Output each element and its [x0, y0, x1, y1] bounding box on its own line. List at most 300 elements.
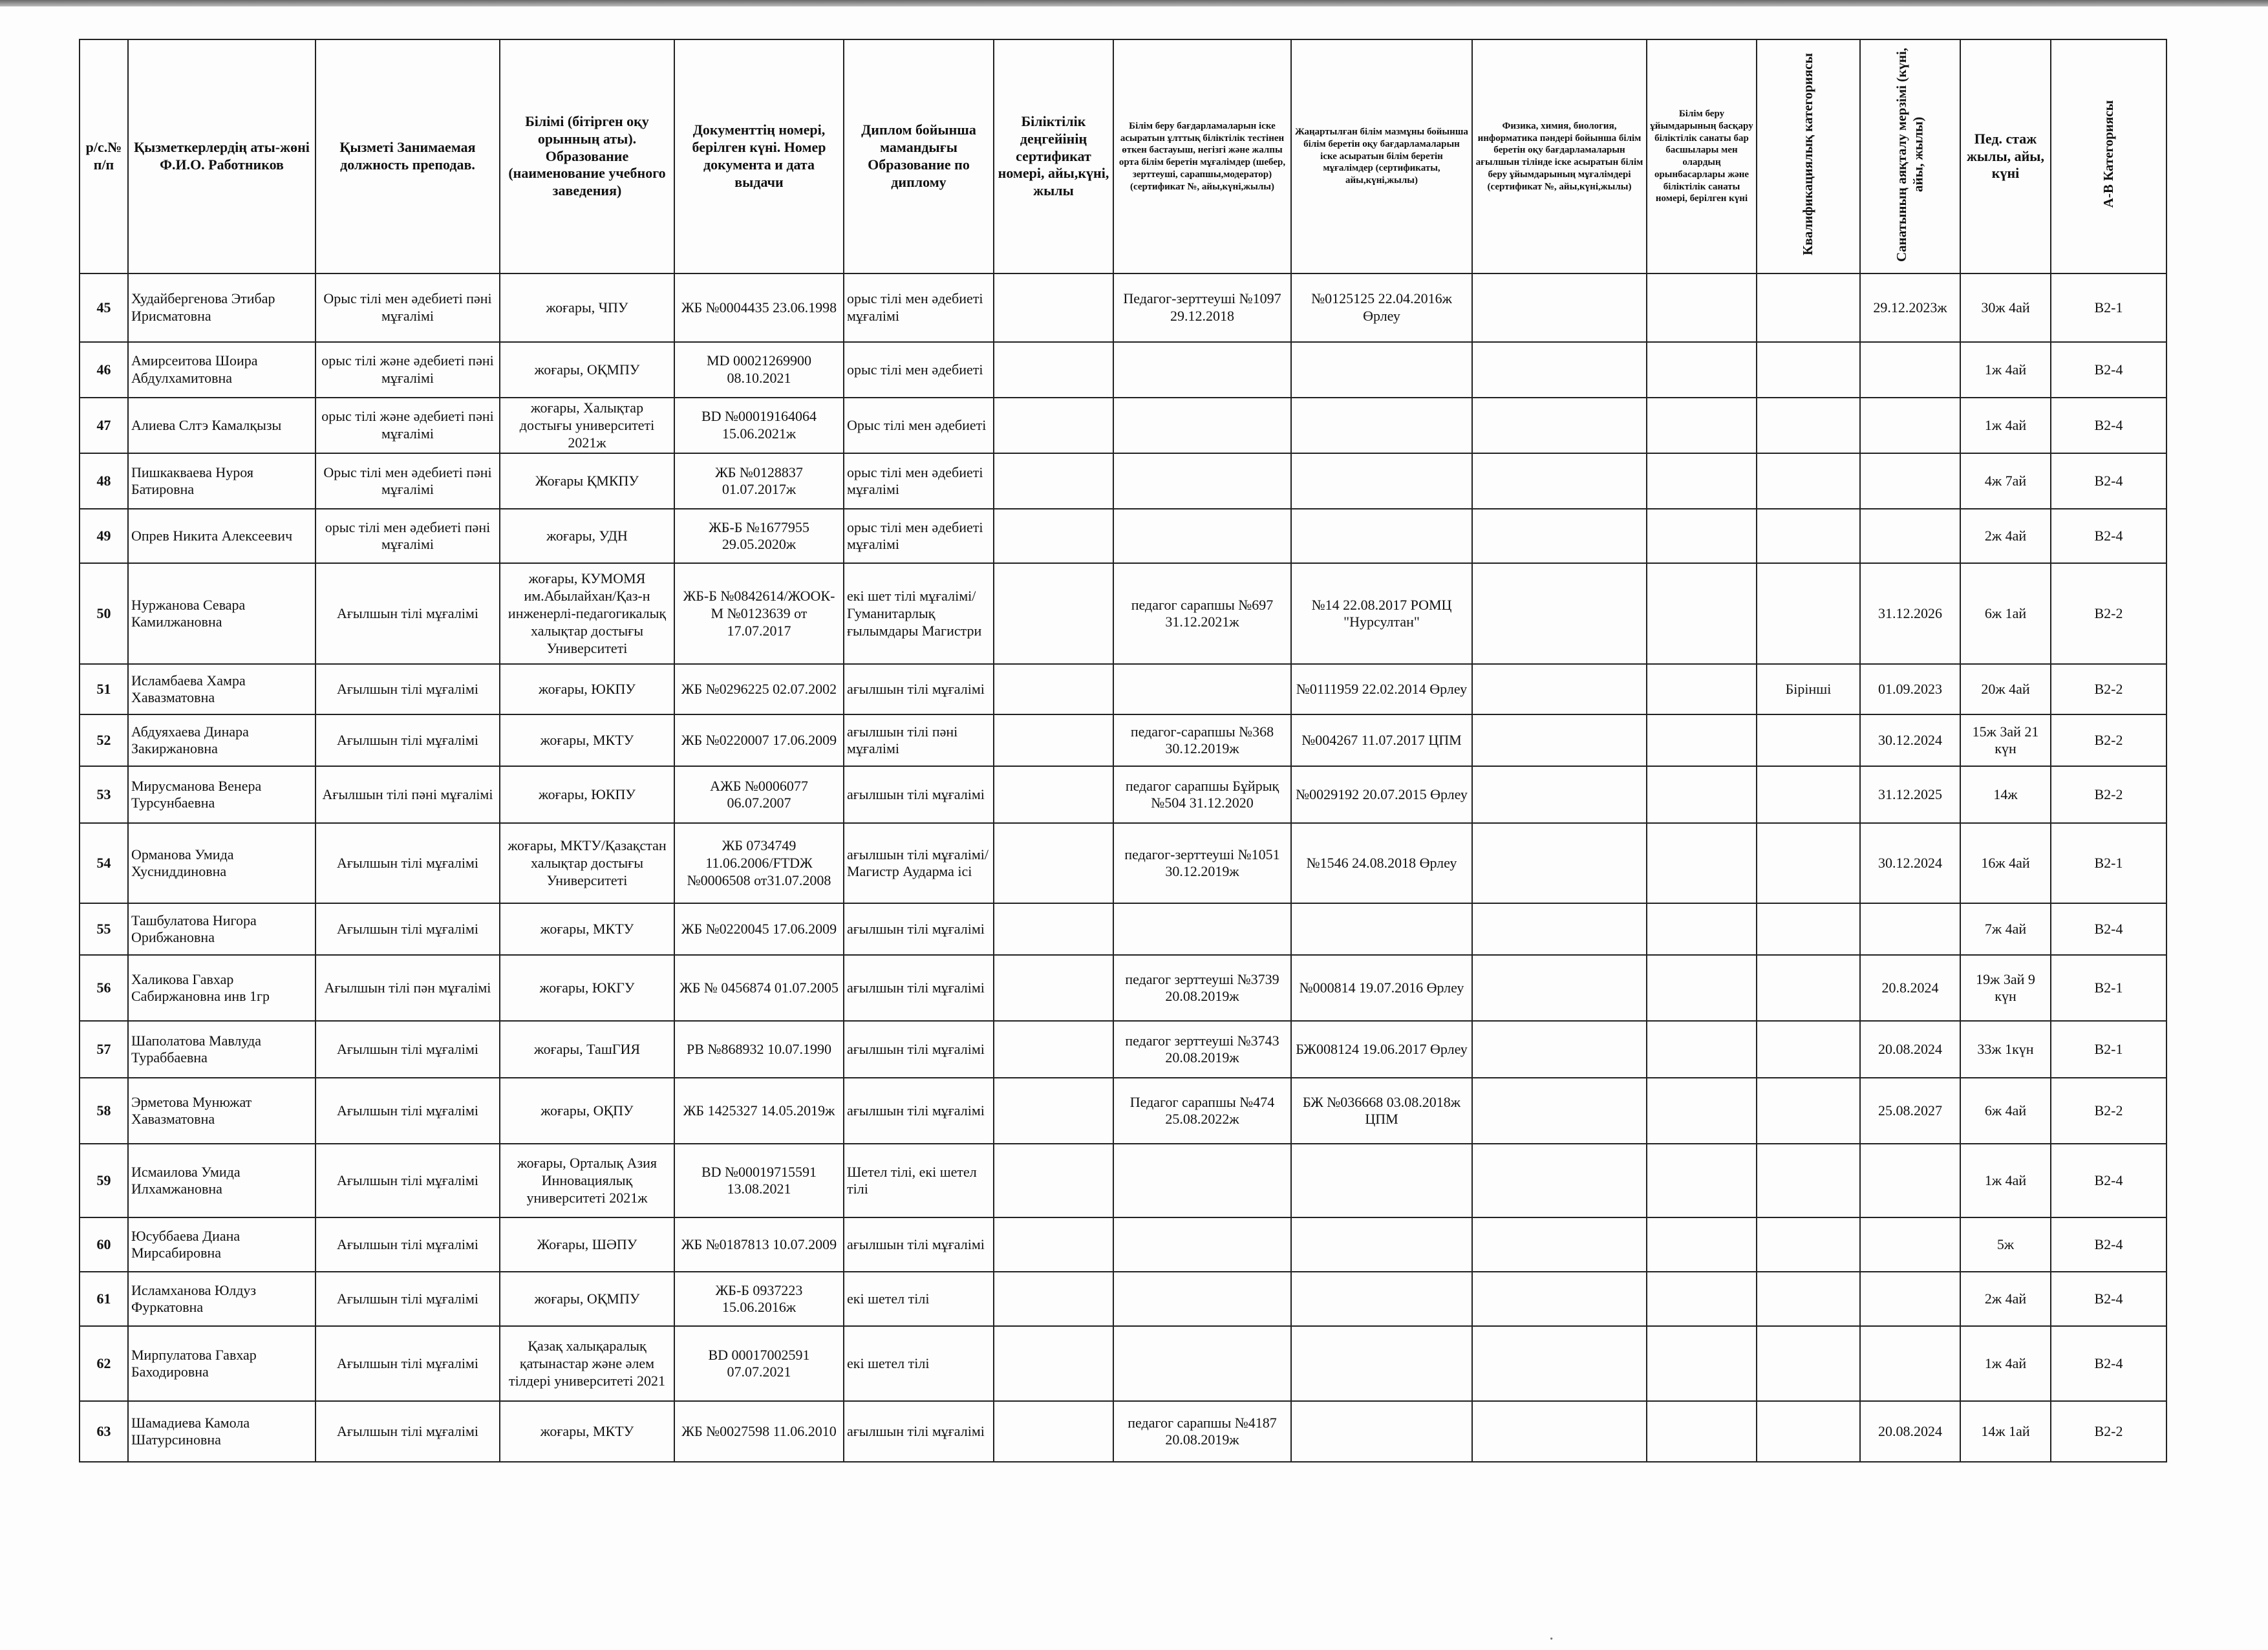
category-expiry-cell: 30.12.2024 — [1860, 823, 1960, 903]
qualification-certificate-cell — [994, 1144, 1113, 1217]
document-cell: ЖБ №0220007 17.06.2009 — [674, 714, 844, 766]
national-test-cell — [1113, 1326, 1291, 1401]
row-number-cell: 50 — [80, 563, 128, 664]
header-management-category: Білім беру ұйымдарының басқару біліктілік санаты бар басшылары мен олардың орынбасарлары және біліктілік санаты номері, берілген күні — [1647, 39, 1757, 273]
diploma-specialty-cell: екі шетел тілі — [844, 1272, 994, 1326]
table-row — [80, 1144, 2166, 1217]
table-row — [80, 1021, 2166, 1078]
header-education: Білімі (бітірген оқу орынның аты). Образование (наименование учебного заведения) — [500, 39, 674, 273]
management-category-cell — [1647, 903, 1757, 955]
diploma-specialty-cell: ағылшын тілі мұғалімі — [844, 1078, 994, 1144]
ab-category-cell: В2-2 — [2051, 1401, 2166, 1462]
english-subjects-cell — [1472, 1272, 1647, 1326]
row-number-cell: 63 — [80, 1401, 128, 1462]
document-cell: ЖБ №0004435 23.06.1998 — [674, 273, 844, 342]
updated-content-cell — [1291, 1401, 1472, 1462]
national-test-cell — [1113, 398, 1291, 453]
updated-content-cell — [1291, 1272, 1472, 1326]
updated-content-cell: БЖ008124 19.06.2017 Өрлеу — [1291, 1021, 1472, 1078]
ab-category-cell: В2-2 — [2051, 714, 2166, 766]
ped-stage-cell: 1ж 4ай — [1960, 342, 2051, 398]
education-cell: жоғары, МКТУ — [500, 903, 674, 955]
document-cell: РВ №868932 10.07.1990 — [674, 1021, 844, 1078]
row-number-cell: 56 — [80, 955, 128, 1021]
document-cell: ЖБ № 0456874 01.07.2005 — [674, 955, 844, 1021]
ped-stage-cell: 1ж 4ай — [1960, 398, 2051, 453]
national-test-cell — [1113, 664, 1291, 714]
diploma-specialty-cell: ағылшын тілі мұғалімі — [844, 1401, 994, 1462]
table-row — [80, 453, 2166, 509]
table-row — [80, 823, 2166, 903]
diploma-specialty-cell: Шетел тілі, екі шетел тілі — [844, 1144, 994, 1217]
education-cell: жоғары, МКТУ/Қазақстан халықтар достығы Университеті — [500, 823, 674, 903]
row-number-cell: 62 — [80, 1326, 128, 1401]
qualification-category-cell — [1757, 823, 1860, 903]
table-row — [80, 955, 2166, 1021]
employee-name-cell: Амирсеитова Шоира Абдулхамитовна — [128, 342, 316, 398]
employee-name-cell: Пишкакваева Нуроя Батировна — [128, 453, 316, 509]
management-category-cell — [1647, 955, 1757, 1021]
updated-content-cell: №0111959 22.02.2014 Өрлеу — [1291, 664, 1472, 714]
qualification-certificate-cell — [994, 1272, 1113, 1326]
diploma-specialty-cell: ағылшын тілі мұғалімі — [844, 664, 994, 714]
category-expiry-cell — [1860, 1217, 1960, 1272]
document-cell: ЖБ №0027598 11.06.2010 — [674, 1401, 844, 1462]
ab-category-cell: В2-2 — [2051, 766, 2166, 823]
position-cell: Ағылшын тілі мұғалімі — [316, 664, 500, 714]
education-cell: жоғары, ЮКГУ — [500, 955, 674, 1021]
qualification-category-cell — [1757, 1272, 1860, 1326]
header-diploma-specialty: Диплом бойынша мамандығы Образование по диплому — [844, 39, 994, 273]
qualification-certificate-cell — [994, 453, 1113, 509]
english-subjects-cell — [1472, 664, 1647, 714]
diploma-specialty-cell: ағылшын тілі мұғалімі — [844, 1217, 994, 1272]
table-row — [80, 1078, 2166, 1144]
position-cell: Ағылшын тілі мұғалімі — [316, 823, 500, 903]
management-category-cell — [1647, 273, 1757, 342]
category-expiry-cell: 31.12.2025 — [1860, 766, 1960, 823]
updated-content-cell: №14 22.08.2017 РОМЦ "Нурсултан" — [1291, 563, 1472, 664]
qualification-certificate-cell — [994, 823, 1113, 903]
table-row — [80, 903, 2166, 955]
updated-content-cell — [1291, 1217, 1472, 1272]
table-header-row — [80, 39, 2166, 273]
management-category-cell — [1647, 398, 1757, 453]
position-cell: Ағылшын тілі мұғалімі — [316, 1401, 500, 1462]
ab-category-cell: В2-1 — [2051, 273, 2166, 342]
ab-category-cell: В2-4 — [2051, 453, 2166, 509]
education-cell: Қазақ халықаралық қатынастар және әлем тілдері университеті 2021 — [500, 1326, 674, 1401]
employee-name-cell: Мирпулатова Гавхар Баходировна — [128, 1326, 316, 1401]
qualification-certificate-cell — [994, 714, 1113, 766]
english-subjects-cell — [1472, 1078, 1647, 1144]
national-test-cell: педагог-зерттеуші №1051 30.12.2019ж — [1113, 823, 1291, 903]
updated-content-cell — [1291, 342, 1472, 398]
education-cell: жоғары, ОҚМПУ — [500, 342, 674, 398]
education-cell: жоғары, Халықтар достығы университеті 2021ж — [500, 398, 674, 453]
management-category-cell — [1647, 342, 1757, 398]
ped-stage-cell: 14ж — [1960, 766, 2051, 823]
national-test-cell — [1113, 1144, 1291, 1217]
ped-stage-cell: 14ж 1ай — [1960, 1401, 2051, 1462]
table-row — [80, 342, 2166, 398]
management-category-cell — [1647, 823, 1757, 903]
english-subjects-cell — [1472, 398, 1647, 453]
position-cell: орыс тілі және әдебиеті пәні мұғалімі — [316, 398, 500, 453]
ped-stage-cell: 6ж 4ай — [1960, 1078, 2051, 1144]
qualification-category-cell — [1757, 1217, 1860, 1272]
document-cell: ЖБ 0734749 11.06.2006/FTDЖ №0006508 от31.07.2008 — [674, 823, 844, 903]
english-subjects-cell — [1472, 766, 1647, 823]
education-cell: жоғары, ЮКПУ — [500, 766, 674, 823]
table-row — [80, 1326, 2166, 1401]
english-subjects-cell — [1472, 1144, 1647, 1217]
updated-content-cell — [1291, 509, 1472, 563]
ab-category-cell: В2-1 — [2051, 823, 2166, 903]
header-qualification-category: Квалификациялық категориясы — [1757, 39, 1860, 273]
employee-name-cell: Абдуяхаева Динара Закиржановна — [128, 714, 316, 766]
category-expiry-cell — [1860, 398, 1960, 453]
diploma-specialty-cell: ағылшын тілі мұғалімі — [844, 766, 994, 823]
document-cell: ЖБ №0220045 17.06.2009 — [674, 903, 844, 955]
header-updated-content: Жаңартылған білім мазмұны бойынша білім беретін оқу бағдарламаларын іске асыратын білім беретін мұғалімдер (сертификаты, айы,күні,жылы) — [1291, 39, 1472, 273]
english-subjects-cell — [1472, 714, 1647, 766]
diploma-specialty-cell: орыс тілі мен әдебиеті — [844, 342, 994, 398]
row-number-cell: 59 — [80, 1144, 128, 1217]
qualification-category-cell — [1757, 509, 1860, 563]
qualification-certificate-cell — [994, 563, 1113, 664]
position-cell: Ағылшын тілі мұғалімі — [316, 563, 500, 664]
management-category-cell — [1647, 1272, 1757, 1326]
employee-name-cell: Эрметова Мунюжат Хавазматовна — [128, 1078, 316, 1144]
row-number-cell: 45 — [80, 273, 128, 342]
employee-name-cell: Исламбаева Хамра Хавазматовна — [128, 664, 316, 714]
ab-category-cell: В2-4 — [2051, 1144, 2166, 1217]
header-english-subjects: Физика, химия, биология, информатика пәндері бойынша білім беретін оқу бағдарламаларын ағылшын тілінде іске асыратын білім беру ұйымдарының мұғалімдері (сертификат №, айы,күні,жылы) — [1472, 39, 1647, 273]
category-expiry-cell — [1860, 342, 1960, 398]
ab-category-cell: В2-2 — [2051, 563, 2166, 664]
row-number-cell: 61 — [80, 1272, 128, 1326]
employee-name-cell: Юсуббаева Диана Мирсабировна — [128, 1217, 316, 1272]
management-category-cell — [1647, 1021, 1757, 1078]
row-number-cell: 48 — [80, 453, 128, 509]
category-expiry-cell — [1860, 1144, 1960, 1217]
updated-content-cell: БЖ №036668 03.08.2018ж ЦПМ — [1291, 1078, 1472, 1144]
position-cell: Орыс тілі мен әдебиеті пәні мұғалімі — [316, 273, 500, 342]
management-category-cell — [1647, 563, 1757, 664]
qualification-category-cell — [1757, 563, 1860, 664]
category-expiry-cell: 20.08.2024 — [1860, 1021, 1960, 1078]
ab-category-cell: В2-2 — [2051, 664, 2166, 714]
national-test-cell: педагог сарапшы №4187 20.08.2019ж — [1113, 1401, 1291, 1462]
row-number-cell: 49 — [80, 509, 128, 563]
document-cell: BD №00019164064 15.06.2021ж — [674, 398, 844, 453]
national-test-cell — [1113, 903, 1291, 955]
table-row — [80, 1217, 2166, 1272]
qualification-certificate-cell — [994, 955, 1113, 1021]
qualification-certificate-cell — [994, 903, 1113, 955]
national-test-cell: Педагог сарапшы №474 25.08.2022ж — [1113, 1078, 1291, 1144]
management-category-cell — [1647, 766, 1757, 823]
qualification-certificate-cell — [994, 1021, 1113, 1078]
category-expiry-cell: 20.08.2024 — [1860, 1401, 1960, 1462]
position-cell: орыс тілі мен әдебиеті пәні мұғалімі — [316, 509, 500, 563]
national-test-cell — [1113, 342, 1291, 398]
row-number-cell: 46 — [80, 342, 128, 398]
qualification-certificate-cell — [994, 509, 1113, 563]
qualification-category-cell — [1757, 1144, 1860, 1217]
english-subjects-cell — [1472, 903, 1647, 955]
english-subjects-cell — [1472, 273, 1647, 342]
qualification-certificate-cell — [994, 1326, 1113, 1401]
diploma-specialty-cell: екі шет тілі мұғалімі/Гуманитарлық ғылымдары Магистри — [844, 563, 994, 664]
national-test-cell — [1113, 509, 1291, 563]
ab-category-cell: В2-4 — [2051, 903, 2166, 955]
qualification-certificate-cell — [994, 273, 1113, 342]
employee-name-cell: Мирусманова Венера Турсунбаевна — [128, 766, 316, 823]
ped-stage-cell: 1ж 4ай — [1960, 1144, 2051, 1217]
management-category-cell — [1647, 1078, 1757, 1144]
header-document: Документтің номері, берілген күні. Номер документа и дата выдачи — [674, 39, 844, 273]
qualification-category-cell: Бірінші — [1757, 664, 1860, 714]
ab-category-cell: В2-4 — [2051, 509, 2166, 563]
education-cell: жоғары, МКТУ — [500, 1401, 674, 1462]
row-number-cell: 54 — [80, 823, 128, 903]
education-cell: жоғары, Орталық Азия Инновациялық университеті 2021ж — [500, 1144, 674, 1217]
row-number-cell: 58 — [80, 1078, 128, 1144]
table-row — [80, 1272, 2166, 1326]
english-subjects-cell — [1472, 1326, 1647, 1401]
education-cell: жоғары, ОҚПУ — [500, 1078, 674, 1144]
updated-content-cell: №0029192 20.07.2015 Өрлеу — [1291, 766, 1472, 823]
scan-speck: · — [1548, 1629, 1555, 1649]
ab-category-cell: В2-4 — [2051, 342, 2166, 398]
position-cell: Ағылшын тілі мұғалімі — [316, 1078, 500, 1144]
category-expiry-cell — [1860, 1326, 1960, 1401]
row-number-cell: 60 — [80, 1217, 128, 1272]
header-ab-category: А-В Категориясы — [2051, 39, 2166, 273]
ab-category-cell: В2-4 — [2051, 1217, 2166, 1272]
qualification-category-cell — [1757, 714, 1860, 766]
qualification-certificate-cell — [994, 342, 1113, 398]
category-expiry-cell — [1860, 903, 1960, 955]
ab-category-cell: В2-4 — [2051, 1272, 2166, 1326]
position-cell: Ағылшын тілі мұғалімі — [316, 1326, 500, 1401]
header-number: р/с.№ п/п — [80, 39, 128, 273]
document-cell: ЖБ №0128837 01.07.2017ж — [674, 453, 844, 509]
education-cell: Жоғары ҚМКПУ — [500, 453, 674, 509]
updated-content-cell — [1291, 1326, 1472, 1401]
category-expiry-cell: 01.09.2023 — [1860, 664, 1960, 714]
position-cell: Ағылшын тілі мұғалімі — [316, 903, 500, 955]
diploma-specialty-cell: ағылшын тілі мұғалімі — [844, 955, 994, 1021]
qualification-category-cell — [1757, 903, 1860, 955]
english-subjects-cell — [1472, 563, 1647, 664]
employee-name-cell: Нуржанова Севара Камилжановна — [128, 563, 316, 664]
employee-name-cell: Орманова Умида Хусниддиновна — [128, 823, 316, 903]
row-number-cell: 47 — [80, 398, 128, 453]
qualification-category-cell — [1757, 1078, 1860, 1144]
national-test-cell — [1113, 1217, 1291, 1272]
table-row — [80, 766, 2166, 823]
ab-category-cell: В2-4 — [2051, 1326, 2166, 1401]
qualification-category-cell — [1757, 1021, 1860, 1078]
table-row — [80, 664, 2166, 714]
education-cell: жоғары, МКТУ — [500, 714, 674, 766]
employee-name-cell: Опрев Никита Алексеевич — [128, 509, 316, 563]
national-test-cell: педагог зерттеуші №3739 20.08.2019ж — [1113, 955, 1291, 1021]
header-name: Қызметкерлердің аты-жөні Ф.И.О. Работников — [128, 39, 316, 273]
management-category-cell — [1647, 1401, 1757, 1462]
category-expiry-cell — [1860, 1272, 1960, 1326]
position-cell: Орыс тілі мен әдебиеті пәні мұғалімі — [316, 453, 500, 509]
employee-name-cell: Алиева Слтэ Камалқызы — [128, 398, 316, 453]
position-cell: Ағылшын тілі пәні мұғалімі — [316, 766, 500, 823]
updated-content-cell — [1291, 1144, 1472, 1217]
diploma-specialty-cell: ағылшын тілі пәні мұғалімі — [844, 714, 994, 766]
national-test-cell: Педагог-зерттеуші №1097 29.12.2018 — [1113, 273, 1291, 342]
diploma-specialty-cell: ағылшын тілі мұғалімі — [844, 1021, 994, 1078]
ped-stage-cell: 6ж 1ай — [1960, 563, 2051, 664]
category-expiry-cell — [1860, 509, 1960, 563]
updated-content-cell — [1291, 903, 1472, 955]
position-cell: Ағылшын тілі мұғалімі — [316, 1144, 500, 1217]
management-category-cell — [1647, 714, 1757, 766]
diploma-specialty-cell: орыс тілі мен әдебиеті мұғалімі — [844, 273, 994, 342]
employee-name-cell: Шаполатова Мавлуда Тураббаевна — [128, 1021, 316, 1078]
qualification-certificate-cell — [994, 1217, 1113, 1272]
english-subjects-cell — [1472, 955, 1647, 1021]
education-cell: жоғары, ОҚМПУ — [500, 1272, 674, 1326]
management-category-cell — [1647, 1144, 1757, 1217]
qualification-certificate-cell — [994, 766, 1113, 823]
header-national-test: Білім беру бағдарламаларын іске асыратын ұлттық біліктілік тестінен өткен бастауыш, негізгі және жалпы орта білім беретін мұғалімдер (шебер, зерттеуші, сарапшы,модератор)(сертификат №, айы,күні,жылы) — [1113, 39, 1291, 273]
diploma-specialty-cell: ағылшын тілі мұғалімі — [844, 903, 994, 955]
table-row — [80, 1401, 2166, 1462]
position-cell: Ағылшын тілі мұғалімі — [316, 1217, 500, 1272]
ped-stage-cell: 19ж 3ай 9 күн — [1960, 955, 2051, 1021]
management-category-cell — [1647, 1217, 1757, 1272]
diploma-specialty-cell: Орыс тілі мен әдебиеті — [844, 398, 994, 453]
row-number-cell: 53 — [80, 766, 128, 823]
qualification-category-cell — [1757, 273, 1860, 342]
document-cell: ЖБ-Б 0937223 15.06.2016ж — [674, 1272, 844, 1326]
employee-name-cell: Халикова Гавхар Сабиржановна инв 1гр — [128, 955, 316, 1021]
category-expiry-cell — [1860, 453, 1960, 509]
ped-stage-cell: 16ж 4ай — [1960, 823, 2051, 903]
qualification-category-cell — [1757, 766, 1860, 823]
qualification-category-cell — [1757, 1326, 1860, 1401]
english-subjects-cell — [1472, 509, 1647, 563]
employee-name-cell: Ташбулатова Нигора Орибжановна — [128, 903, 316, 955]
diploma-specialty-cell: орыс тілі мен әдебиеті мұғалімі — [844, 453, 994, 509]
management-category-cell — [1647, 509, 1757, 563]
management-category-cell — [1647, 1326, 1757, 1401]
position-cell: Ағылшын тілі пән мұғалімі — [316, 955, 500, 1021]
education-cell: жоғары, ЧПУ — [500, 273, 674, 342]
education-cell: Жоғары, ШӘПУ — [500, 1217, 674, 1272]
table-row — [80, 398, 2166, 453]
position-cell: Ағылшын тілі мұғалімі — [316, 1272, 500, 1326]
qualification-category-cell — [1757, 1401, 1860, 1462]
employee-name-cell: Шамадиева Камола Шатурсиновна — [128, 1401, 316, 1462]
english-subjects-cell — [1472, 1021, 1647, 1078]
ped-stage-cell: 20ж 4ай — [1960, 664, 2051, 714]
position-cell: орыс тілі және әдебиеті пәні мұғалімі — [316, 342, 500, 398]
document-cell: ЖБ №0296225 02.07.2002 — [674, 664, 844, 714]
qualification-certificate-cell — [994, 664, 1113, 714]
category-expiry-cell: 20.8.2024 — [1860, 955, 1960, 1021]
document-cell: ЖБ 1425327 14.05.2019ж — [674, 1078, 844, 1144]
category-expiry-cell: 30.12.2024 — [1860, 714, 1960, 766]
table-row — [80, 509, 2166, 563]
ab-category-cell: В2-4 — [2051, 398, 2166, 453]
row-number-cell: 52 — [80, 714, 128, 766]
national-test-cell: педагог-сарапшы №368 30.12.2019ж — [1113, 714, 1291, 766]
diploma-specialty-cell: орыс тілі мен әдебиеті мұғалімі — [844, 509, 994, 563]
category-expiry-cell: 29.12.2023ж — [1860, 273, 1960, 342]
education-cell: жоғары, ТашГИЯ — [500, 1021, 674, 1078]
row-number-cell: 55 — [80, 903, 128, 955]
national-test-cell — [1113, 1272, 1291, 1326]
ped-stage-cell: 1ж 4ай — [1960, 1326, 2051, 1401]
updated-content-cell — [1291, 398, 1472, 453]
english-subjects-cell — [1472, 823, 1647, 903]
row-number-cell: 51 — [80, 664, 128, 714]
national-test-cell: педагог сарапшы №697 31.12.2021ж — [1113, 563, 1291, 664]
qualification-category-cell — [1757, 453, 1860, 509]
english-subjects-cell — [1472, 342, 1647, 398]
employee-name-cell: Исмаилова Умида Илхамжановна — [128, 1144, 316, 1217]
staff-table — [79, 39, 2167, 1462]
position-cell: Ағылшын тілі мұғалімі — [316, 1021, 500, 1078]
document-cell: BD 00017002591 07.07.2021 — [674, 1326, 844, 1401]
scan-top-edge — [0, 0, 2268, 6]
document-cell: MD 00021269900 08.10.2021 — [674, 342, 844, 398]
diploma-specialty-cell: екі шетел тілі — [844, 1326, 994, 1401]
updated-content-cell: №0125125 22.04.2016ж Өрлеу — [1291, 273, 1472, 342]
ab-category-cell: В2-1 — [2051, 1021, 2166, 1078]
education-cell: жоғары, ЮКПУ — [500, 664, 674, 714]
ab-category-cell: В2-2 — [2051, 1078, 2166, 1144]
ped-stage-cell: 2ж 4ай — [1960, 1272, 2051, 1326]
employee-name-cell: Исламханова Юлдуз Фуркатовна — [128, 1272, 316, 1326]
national-test-cell — [1113, 453, 1291, 509]
document-cell: АЖБ №0006077 06.07.2007 — [674, 766, 844, 823]
header-category-expiry: Санатының аяқталу мерзімі (күні, айы, жылы) — [1860, 39, 1960, 273]
header-ped-stage: Пед. стаж жылы, айы, күні — [1960, 39, 2051, 273]
table-row — [80, 714, 2166, 766]
management-category-cell — [1647, 453, 1757, 509]
ped-stage-cell: 33ж 1күн — [1960, 1021, 2051, 1078]
updated-content-cell: №1546 24.08.2018 Өрлеу — [1291, 823, 1472, 903]
qualification-certificate-cell — [994, 1401, 1113, 1462]
document-cell: ЖБ №0187813 10.07.2009 — [674, 1217, 844, 1272]
category-expiry-cell: 31.12.2026 — [1860, 563, 1960, 664]
header-position: Қызметі Занимаемая должность преподав. — [316, 39, 500, 273]
document-cell: ЖБ-Б №0842614/ЖООК-М №0123639 от 17.07.2017 — [674, 563, 844, 664]
document-cell: ЖБ-Б №1677955 29.05.2020ж — [674, 509, 844, 563]
national-test-cell: педагог зерттеуші №3743 20.08.2019ж — [1113, 1021, 1291, 1078]
ped-stage-cell: 7ж 4ай — [1960, 903, 2051, 955]
updated-content-cell — [1291, 453, 1472, 509]
qualification-category-cell — [1757, 955, 1860, 1021]
ab-category-cell: В2-1 — [2051, 955, 2166, 1021]
english-subjects-cell — [1472, 1401, 1647, 1462]
table-row — [80, 563, 2166, 664]
qualification-category-cell — [1757, 342, 1860, 398]
english-subjects-cell — [1472, 1217, 1647, 1272]
